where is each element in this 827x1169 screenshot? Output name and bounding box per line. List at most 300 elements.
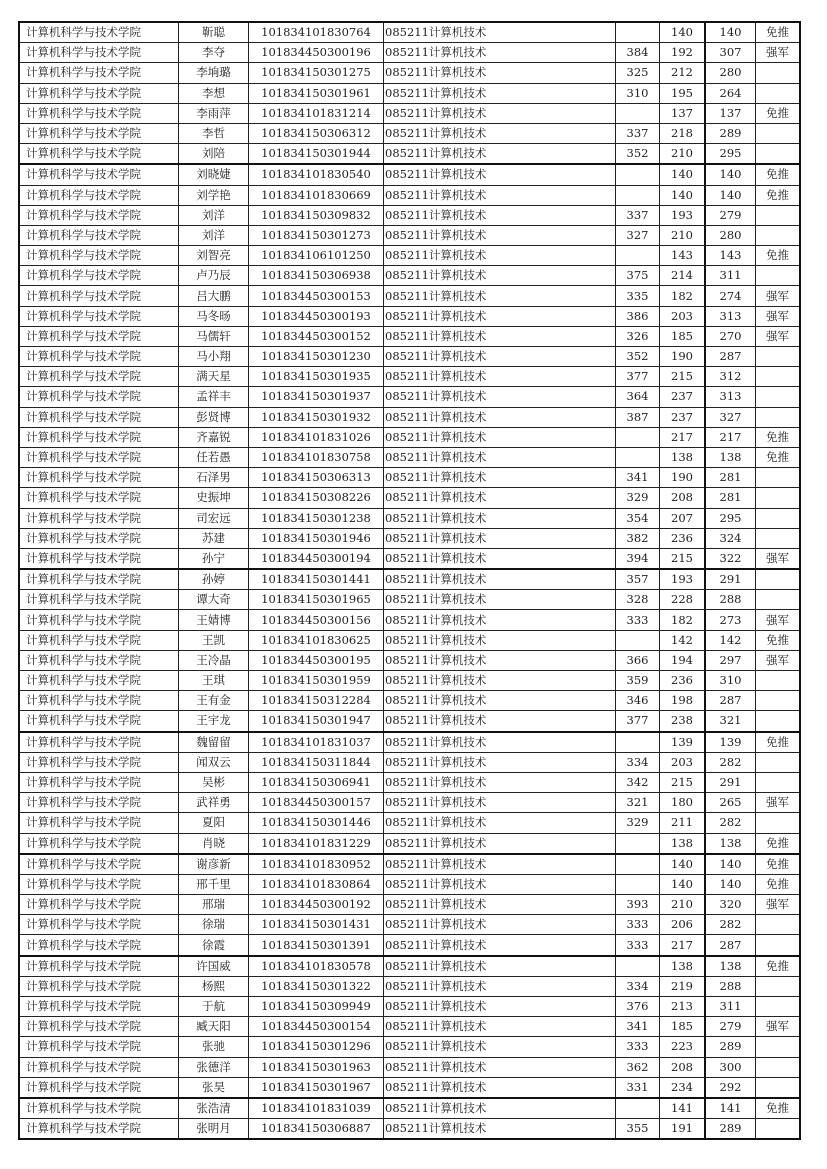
college-cell: 计算机科学与技术学院 [19, 488, 179, 508]
name-cell: 张昊 [179, 1077, 249, 1098]
major-cell: 085211计算机技术 [384, 895, 616, 915]
table-row [19, 956, 800, 977]
total-score-cell: 140 [705, 854, 756, 875]
remark-cell: 免推 [756, 103, 801, 123]
retest-score-cell: 219 [660, 976, 706, 996]
initial-score-cell [616, 103, 660, 123]
candidate-id-cell: 101834450300157 [249, 793, 384, 813]
remark-cell: 免推 [756, 246, 801, 266]
name-cell: 臧天阳 [179, 1017, 249, 1037]
initial-score-cell: 337 [616, 123, 660, 143]
total-score-cell: 287 [705, 691, 756, 711]
name-cell: 许国威 [179, 956, 249, 977]
name-cell: 满天星 [179, 367, 249, 387]
retest-score-cell: 210 [660, 144, 706, 165]
retest-score-cell: 138 [660, 833, 706, 854]
total-score-cell: 280 [705, 225, 756, 245]
remark-cell: 强军 [756, 650, 801, 670]
initial-score-cell: 387 [616, 407, 660, 427]
remark-cell: 强军 [756, 793, 801, 813]
retest-score-cell: 215 [660, 548, 706, 569]
initial-score-cell: 386 [616, 306, 660, 326]
total-score-cell: 138 [705, 447, 756, 467]
major-cell: 085211计算机技术 [384, 813, 616, 833]
initial-score-cell: 337 [616, 205, 660, 225]
total-score-cell: 289 [705, 1119, 756, 1140]
candidate-id-cell: 101834450300154 [249, 1017, 384, 1037]
major-cell: 085211计算机技术 [384, 488, 616, 508]
total-score-cell: 313 [705, 306, 756, 326]
retest-score-cell: 193 [660, 569, 706, 590]
remark-cell [756, 488, 801, 508]
initial-score-cell: 341 [616, 468, 660, 488]
college-cell: 计算机科学与技术学院 [19, 246, 179, 266]
retest-score-cell: 142 [660, 630, 706, 650]
table-row [19, 407, 800, 427]
table-row [19, 854, 800, 875]
college-cell: 计算机科学与技术学院 [19, 144, 179, 165]
total-score-cell: 288 [705, 976, 756, 996]
college-cell: 计算机科学与技术学院 [19, 1119, 179, 1140]
total-score-cell: 287 [705, 347, 756, 367]
retest-score-cell: 139 [660, 732, 706, 753]
college-cell: 计算机科学与技术学院 [19, 1077, 179, 1098]
name-cell: 孙宁 [179, 548, 249, 569]
major-cell: 085211计算机技术 [384, 144, 616, 165]
table-row [19, 103, 800, 123]
retest-score-cell: 236 [660, 671, 706, 691]
total-score-cell: 140 [705, 22, 756, 43]
candidate-id-cell: 101834150301944 [249, 144, 384, 165]
college-cell: 计算机科学与技术学院 [19, 590, 179, 610]
remark-cell [756, 347, 801, 367]
candidate-id-cell: 101834101831229 [249, 833, 384, 854]
retest-score-cell: 138 [660, 447, 706, 467]
candidate-id-cell: 101834101830764 [249, 22, 384, 43]
candidate-id-cell: 101834150301230 [249, 347, 384, 367]
candidate-id-cell: 101834150311844 [249, 752, 384, 772]
major-cell: 085211计算机技术 [384, 935, 616, 956]
retest-score-cell: 182 [660, 286, 706, 306]
remark-cell [756, 569, 801, 590]
initial-score-cell: 376 [616, 997, 660, 1017]
name-cell: 张驰 [179, 1037, 249, 1057]
name-cell: 彭贤博 [179, 407, 249, 427]
college-cell: 计算机科学与技术学院 [19, 671, 179, 691]
major-cell: 085211计算机技术 [384, 590, 616, 610]
table-row [19, 1119, 800, 1140]
initial-score-cell: 377 [616, 367, 660, 387]
retest-score-cell: 238 [660, 711, 706, 732]
total-score-cell: 310 [705, 671, 756, 691]
remark-cell [756, 590, 801, 610]
major-cell: 085211计算机技术 [384, 976, 616, 996]
remark-cell [756, 205, 801, 225]
remark-cell [756, 935, 801, 956]
remark-cell [756, 813, 801, 833]
table-row [19, 123, 800, 143]
table-row [19, 63, 800, 83]
major-cell: 085211计算机技术 [384, 772, 616, 792]
remark-cell [756, 367, 801, 387]
table-row [19, 630, 800, 650]
remark-cell [756, 1077, 801, 1098]
remark-cell [756, 144, 801, 165]
name-cell: 王冷晶 [179, 650, 249, 670]
table-row [19, 548, 800, 569]
college-cell: 计算机科学与技术学院 [19, 711, 179, 732]
remark-cell [756, 225, 801, 245]
table-row [19, 427, 800, 447]
major-cell: 085211计算机技术 [384, 164, 616, 185]
major-cell: 085211计算机技术 [384, 691, 616, 711]
major-cell: 085211计算机技术 [384, 508, 616, 528]
total-score-cell: 141 [705, 1098, 756, 1119]
retest-score-cell: 143 [660, 246, 706, 266]
retest-score-cell: 193 [660, 205, 706, 225]
candidate-id-cell: 101834150301273 [249, 225, 384, 245]
initial-score-cell: 333 [616, 1037, 660, 1057]
retest-score-cell: 217 [660, 935, 706, 956]
table-row [19, 793, 800, 813]
initial-score-cell [616, 1098, 660, 1119]
total-score-cell: 291 [705, 569, 756, 590]
table-row [19, 590, 800, 610]
major-cell: 085211计算机技术 [384, 569, 616, 590]
candidate-id-cell: 101834150301446 [249, 813, 384, 833]
college-cell: 计算机科学与技术学院 [19, 103, 179, 123]
retest-score-cell: 237 [660, 387, 706, 407]
name-cell: 徐霞 [179, 935, 249, 956]
initial-score-cell: 329 [616, 813, 660, 833]
college-cell: 计算机科学与技术学院 [19, 164, 179, 185]
total-score-cell: 289 [705, 1037, 756, 1057]
initial-score-cell: 384 [616, 43, 660, 63]
major-cell: 085211计算机技术 [384, 610, 616, 630]
college-cell: 计算机科学与技术学院 [19, 793, 179, 813]
candidate-id-cell: 101834450300156 [249, 610, 384, 630]
table-row [19, 43, 800, 63]
total-score-cell: 287 [705, 935, 756, 956]
college-cell: 计算机科学与技术学院 [19, 854, 179, 875]
college-cell: 计算机科学与技术学院 [19, 630, 179, 650]
remark-cell: 免推 [756, 164, 801, 185]
major-cell: 085211计算机技术 [384, 266, 616, 286]
major-cell: 085211计算机技术 [384, 874, 616, 894]
major-cell: 085211计算机技术 [384, 225, 616, 245]
total-score-cell: 265 [705, 793, 756, 813]
name-cell: 王宇龙 [179, 711, 249, 732]
total-score-cell: 311 [705, 266, 756, 286]
college-cell: 计算机科学与技术学院 [19, 266, 179, 286]
name-cell: 谭大奇 [179, 590, 249, 610]
initial-score-cell [616, 956, 660, 977]
college-cell: 计算机科学与技术学院 [19, 468, 179, 488]
major-cell: 085211计算机技术 [384, 246, 616, 266]
table-row [19, 164, 800, 185]
college-cell: 计算机科学与技术学院 [19, 895, 179, 915]
retest-score-cell: 237 [660, 407, 706, 427]
retest-score-cell: 140 [660, 164, 706, 185]
candidate-id-cell: 101834150306887 [249, 1119, 384, 1140]
major-cell: 085211计算机技术 [384, 1017, 616, 1037]
major-cell: 085211计算机技术 [384, 833, 616, 854]
name-cell: 于航 [179, 997, 249, 1017]
table-row [19, 1017, 800, 1037]
retest-score-cell: 180 [660, 793, 706, 813]
college-cell: 计算机科学与技术学院 [19, 63, 179, 83]
name-cell: 苏建 [179, 528, 249, 548]
total-score-cell: 280 [705, 63, 756, 83]
initial-score-cell: 394 [616, 548, 660, 569]
candidate-id-cell: 101834150301937 [249, 387, 384, 407]
major-cell: 085211计算机技术 [384, 732, 616, 753]
college-cell: 计算机科学与技术学院 [19, 427, 179, 447]
candidate-id-cell: 101834106101250 [249, 246, 384, 266]
name-cell: 王琪 [179, 671, 249, 691]
total-score-cell: 281 [705, 468, 756, 488]
major-cell: 085211计算机技术 [384, 650, 616, 670]
total-score-cell: 307 [705, 43, 756, 63]
remark-cell: 免推 [756, 447, 801, 467]
major-cell: 085211计算机技术 [384, 630, 616, 650]
college-cell: 计算机科学与技术学院 [19, 83, 179, 103]
name-cell: 邢千里 [179, 874, 249, 894]
remark-cell [756, 752, 801, 772]
name-cell: 李垧璐 [179, 63, 249, 83]
candidate-id-cell: 101834150301935 [249, 367, 384, 387]
college-cell: 计算机科学与技术学院 [19, 874, 179, 894]
college-cell: 计算机科学与技术学院 [19, 691, 179, 711]
total-score-cell: 137 [705, 103, 756, 123]
remark-cell [756, 976, 801, 996]
candidate-id-cell: 101834101830864 [249, 874, 384, 894]
college-cell: 计算机科学与技术学院 [19, 956, 179, 977]
candidate-id-cell: 101834150306938 [249, 266, 384, 286]
remark-cell: 强军 [756, 1017, 801, 1037]
initial-score-cell: 355 [616, 1119, 660, 1140]
table-row [19, 266, 800, 286]
remark-cell [756, 915, 801, 935]
candidate-id-cell: 101834450300196 [249, 43, 384, 63]
college-cell: 计算机科学与技术学院 [19, 610, 179, 630]
table-row [19, 347, 800, 367]
candidate-id-cell: 101834150308226 [249, 488, 384, 508]
retest-score-cell: 192 [660, 43, 706, 63]
retest-score-cell: 194 [660, 650, 706, 670]
college-cell: 计算机科学与技术学院 [19, 813, 179, 833]
retest-score-cell: 195 [660, 83, 706, 103]
initial-score-cell: 366 [616, 650, 660, 670]
initial-score-cell: 327 [616, 225, 660, 245]
total-score-cell: 292 [705, 1077, 756, 1098]
initial-score-cell: 359 [616, 671, 660, 691]
candidate-id-cell: 101834450300193 [249, 306, 384, 326]
table-row [19, 528, 800, 548]
college-cell: 计算机科学与技术学院 [19, 976, 179, 996]
major-cell: 085211计算机技术 [384, 286, 616, 306]
retest-score-cell: 203 [660, 752, 706, 772]
total-score-cell: 282 [705, 915, 756, 935]
table-row [19, 83, 800, 103]
name-cell: 吴彬 [179, 772, 249, 792]
initial-score-cell [616, 246, 660, 266]
major-cell: 085211计算机技术 [384, 1037, 616, 1057]
total-score-cell: 312 [705, 367, 756, 387]
candidate-id-cell: 101834150301431 [249, 915, 384, 935]
remark-cell: 强军 [756, 43, 801, 63]
table-body [19, 22, 800, 1139]
initial-score-cell [616, 732, 660, 753]
remark-cell: 免推 [756, 1098, 801, 1119]
retest-score-cell: 185 [660, 326, 706, 346]
college-cell: 计算机科学与技术学院 [19, 1057, 179, 1077]
candidate-id-cell: 101834150301296 [249, 1037, 384, 1057]
candidate-id-cell: 101834150301275 [249, 63, 384, 83]
retest-score-cell: 203 [660, 306, 706, 326]
name-cell: 杨熙 [179, 976, 249, 996]
initial-score-cell: 333 [616, 610, 660, 630]
candidate-id-cell: 101834150301965 [249, 590, 384, 610]
initial-score-cell: 364 [616, 387, 660, 407]
remark-cell [756, 387, 801, 407]
initial-score-cell [616, 833, 660, 854]
total-score-cell: 140 [705, 164, 756, 185]
initial-score-cell: 377 [616, 711, 660, 732]
table-row [19, 833, 800, 854]
total-score-cell: 324 [705, 528, 756, 548]
candidate-id-cell: 101834101831026 [249, 427, 384, 447]
initial-score-cell [616, 427, 660, 447]
total-score-cell: 139 [705, 732, 756, 753]
remark-cell: 免推 [756, 427, 801, 447]
initial-score-cell: 329 [616, 488, 660, 508]
remark-cell [756, 1119, 801, 1140]
remark-cell: 免推 [756, 833, 801, 854]
candidate-id-cell: 101834150301391 [249, 935, 384, 956]
name-cell: 石泽男 [179, 468, 249, 488]
initial-score-cell: 342 [616, 772, 660, 792]
major-cell: 085211计算机技术 [384, 1098, 616, 1119]
college-cell: 计算机科学与技术学院 [19, 569, 179, 590]
major-cell: 085211计算机技术 [384, 63, 616, 83]
college-cell: 计算机科学与技术学院 [19, 205, 179, 225]
name-cell: 张浩清 [179, 1098, 249, 1119]
table-row [19, 671, 800, 691]
candidate-id-cell: 101834150301238 [249, 508, 384, 528]
name-cell: 王有金 [179, 691, 249, 711]
name-cell: 史振坤 [179, 488, 249, 508]
retest-score-cell: 213 [660, 997, 706, 1017]
remark-cell [756, 63, 801, 83]
table-row [19, 569, 800, 590]
initial-score-cell: 352 [616, 347, 660, 367]
name-cell: 谢彦新 [179, 854, 249, 875]
college-cell: 计算机科学与技术学院 [19, 650, 179, 670]
table-row [19, 306, 800, 326]
table-row [19, 246, 800, 266]
name-cell: 刘陪 [179, 144, 249, 165]
remark-cell [756, 407, 801, 427]
total-score-cell: 140 [705, 874, 756, 894]
name-cell: 刘洋 [179, 225, 249, 245]
major-cell: 085211计算机技术 [384, 1057, 616, 1077]
retest-score-cell: 217 [660, 427, 706, 447]
table-row [19, 691, 800, 711]
candidate-id-cell: 101834101831039 [249, 1098, 384, 1119]
candidate-id-cell: 101834450300152 [249, 326, 384, 346]
college-cell: 计算机科学与技术学院 [19, 772, 179, 792]
retest-score-cell: 207 [660, 508, 706, 528]
major-cell: 085211计算机技术 [384, 326, 616, 346]
initial-score-cell: 321 [616, 793, 660, 813]
candidate-id-cell: 101834450300153 [249, 286, 384, 306]
name-cell: 李想 [179, 83, 249, 103]
college-cell: 计算机科学与技术学院 [19, 326, 179, 346]
retest-score-cell: 228 [660, 590, 706, 610]
major-cell: 085211计算机技术 [384, 671, 616, 691]
table-row [19, 447, 800, 467]
total-score-cell: 138 [705, 833, 756, 854]
total-score-cell: 300 [705, 1057, 756, 1077]
remark-cell: 免推 [756, 22, 801, 43]
major-cell: 085211计算机技术 [384, 447, 616, 467]
major-cell: 085211计算机技术 [384, 103, 616, 123]
remark-cell [756, 772, 801, 792]
table-row [19, 610, 800, 630]
name-cell: 徐瑞 [179, 915, 249, 935]
retest-score-cell: 234 [660, 1077, 706, 1098]
remark-cell: 免推 [756, 185, 801, 205]
initial-score-cell: 375 [616, 266, 660, 286]
total-score-cell: 320 [705, 895, 756, 915]
initial-score-cell: 326 [616, 326, 660, 346]
remark-cell [756, 691, 801, 711]
name-cell: 闻双云 [179, 752, 249, 772]
initial-score-cell: 354 [616, 508, 660, 528]
table-row [19, 895, 800, 915]
candidate-id-cell: 101834101830625 [249, 630, 384, 650]
total-score-cell: 274 [705, 286, 756, 306]
name-cell: 马儒轩 [179, 326, 249, 346]
remark-cell [756, 997, 801, 1017]
candidate-id-cell: 101834101830540 [249, 164, 384, 185]
table-row [19, 22, 800, 43]
candidate-id-cell: 101834150301322 [249, 976, 384, 996]
major-cell: 085211计算机技术 [384, 387, 616, 407]
college-cell: 计算机科学与技术学院 [19, 225, 179, 245]
name-cell: 刘学艳 [179, 185, 249, 205]
major-cell: 085211计算机技术 [384, 43, 616, 63]
retest-score-cell: 140 [660, 185, 706, 205]
table-row [19, 752, 800, 772]
table-row [19, 772, 800, 792]
initial-score-cell: 333 [616, 915, 660, 935]
name-cell: 孙婷 [179, 569, 249, 590]
retest-score-cell: 140 [660, 22, 706, 43]
table-row [19, 813, 800, 833]
name-cell: 邢瑞 [179, 895, 249, 915]
total-score-cell: 282 [705, 813, 756, 833]
total-score-cell: 322 [705, 548, 756, 569]
retest-score-cell: 223 [660, 1037, 706, 1057]
candidate-id-cell: 101834101831214 [249, 103, 384, 123]
retest-score-cell: 182 [660, 610, 706, 630]
total-score-cell: 138 [705, 956, 756, 977]
retest-score-cell: 212 [660, 63, 706, 83]
remark-cell [756, 1057, 801, 1077]
name-cell: 刘晓婕 [179, 164, 249, 185]
